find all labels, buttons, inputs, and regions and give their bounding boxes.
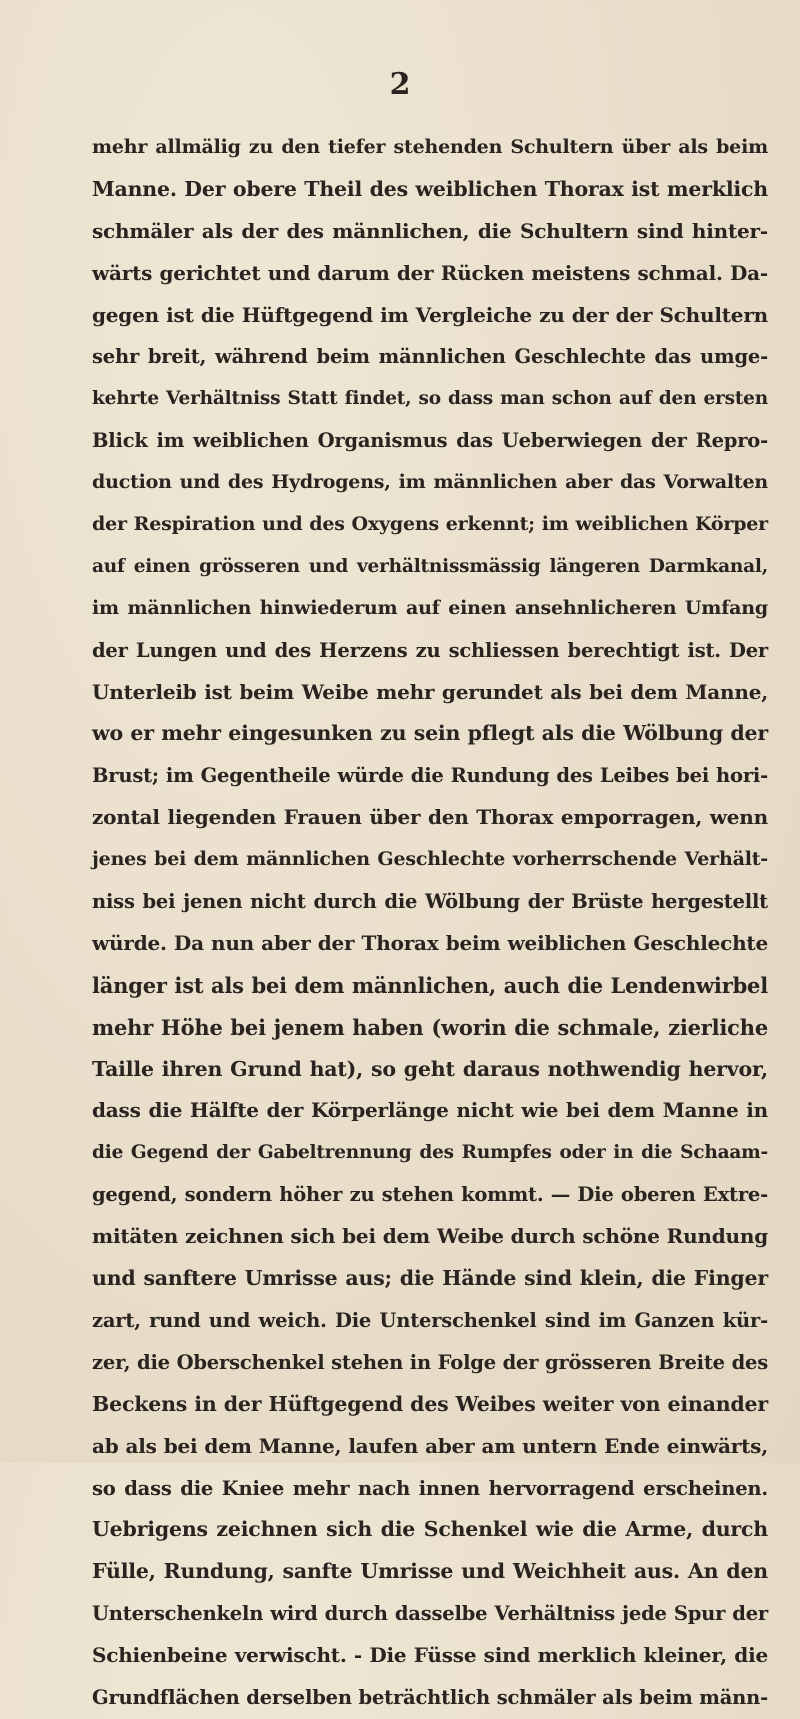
text-line: Unterleib ist beim Weibe mehr gerundet als bei dem Manne,: [92, 679, 768, 704]
text-line: duction und des Hydrogens, im männlichen aber das Vorwalten: [92, 471, 768, 494]
text-line: Beckens in der Hüftgegend des Weibes weiter von einander: [92, 1391, 768, 1416]
text-line: Brust; im Gegentheile würde die Rundung des Leibes bei hori-: [92, 764, 768, 788]
text-line: Unterschenkeln wird durch dasselbe Verhältniss jede Spur der: [92, 1602, 768, 1626]
text-line: Uebrigens zeichnen sich die Schenkel wie die Arme, durch: [92, 1517, 768, 1542]
page-number: 2: [389, 67, 411, 102]
text-line: der Lungen und des Herzens zu schliessen berechtigt ist. Der: [92, 638, 768, 662]
text-line: länger ist als bei dem männlichen, auch die Lendenwirbel: [92, 972, 768, 998]
text-line: wo er mehr eingesunken zu sein pflegt als die Wölbung der: [92, 721, 768, 746]
text-line: Manne. Der obere Theil des weiblichen Thorax ist merklich: [92, 176, 768, 201]
text-line: die Gegend der Gabeltrennung des Rumpfes oder in die Schaam-: [92, 1142, 768, 1164]
text-line: würde. Da nun aber der Thorax beim weiblichen Geschlechte: [92, 930, 768, 955]
text-line: und sanftere Umrisse aus; die Hände sind klein, die Finger: [92, 1266, 768, 1291]
text-line: mehr allmälig zu den tiefer stehenden Schultern über als beim: [92, 136, 768, 158]
text-line: niss bei jenen nicht durch die Wölbung der Brüste hergestellt: [92, 890, 768, 914]
text-line: gegen ist die Hüftgegend im Vergleiche zu der der Schultern: [92, 302, 768, 327]
body-text: [92, 127, 768, 1719]
text-line: so dass die Kniee mehr nach innen hervorragend erscheinen.: [92, 1476, 768, 1500]
text-line: sehr breit, während beim männlichen Geschlechte das umge-: [92, 345, 768, 369]
text-line: mehr Höhe bei jenem haben (worin die schmale, zierliche: [92, 1014, 768, 1040]
text-line: zer, die Oberschenkel stehen in Folge der grösseren Breite des: [92, 1350, 768, 1374]
text-line: wärts gerichtet und darum der Rücken meistens schmal. Da-: [92, 260, 768, 285]
text-line: mitäten zeichnen sich bei dem Weibe durch schöne Rundung: [92, 1224, 768, 1249]
text-line: der Respiration und des Oxygens erkennt; im weiblichen Körper: [92, 513, 768, 536]
text-line: zontal liegenden Frauen über den Thorax emporragen, wenn: [92, 805, 768, 830]
text-line: jenes bei dem männlichen Geschlechte vorherrschende Verhält-: [92, 848, 768, 871]
text-line: im männlichen hinwiederum auf einen ansehnlicheren Umfang: [92, 596, 768, 619]
text-line: gegend, sondern höher zu stehen kommt. — Die oberen Extre-: [92, 1183, 768, 1207]
text-line: schmäler als der des männlichen, die Schultern sind hinter-: [92, 218, 768, 243]
text-line: dass die Hälfte der Körperlänge nicht wie bei dem Manne in: [92, 1098, 768, 1123]
text-line: Grundflächen derselben beträchtlich schmäler als beim männ-: [92, 1685, 768, 1709]
text-line: auf einen grösseren und verhältnissmässig längeren Darmkanal,: [92, 555, 768, 577]
text-line: Fülle, Rundung, sanfte Umrisse und Weichheit aus. An den: [92, 1559, 768, 1584]
text-line: Blick im weiblichen Organismus das Ueberwiegen der Repro-: [92, 429, 768, 453]
text-line: kehrte Verhältniss Statt findet, so dass man schon auf den ersten: [92, 388, 768, 410]
text-line: zart, rund und weich. Die Unterschenkel sind im Ganzen kür-: [92, 1308, 768, 1332]
text-line: Schienbeine verwischt. - Die Füsse sind merklich kleiner, die: [92, 1643, 768, 1668]
text-line: ab als bei dem Manne, laufen aber am untern Ende einwärts,: [92, 1433, 768, 1458]
text-line: Taille ihren Grund hat), so geht daraus nothwendig hervor,: [92, 1056, 768, 1081]
